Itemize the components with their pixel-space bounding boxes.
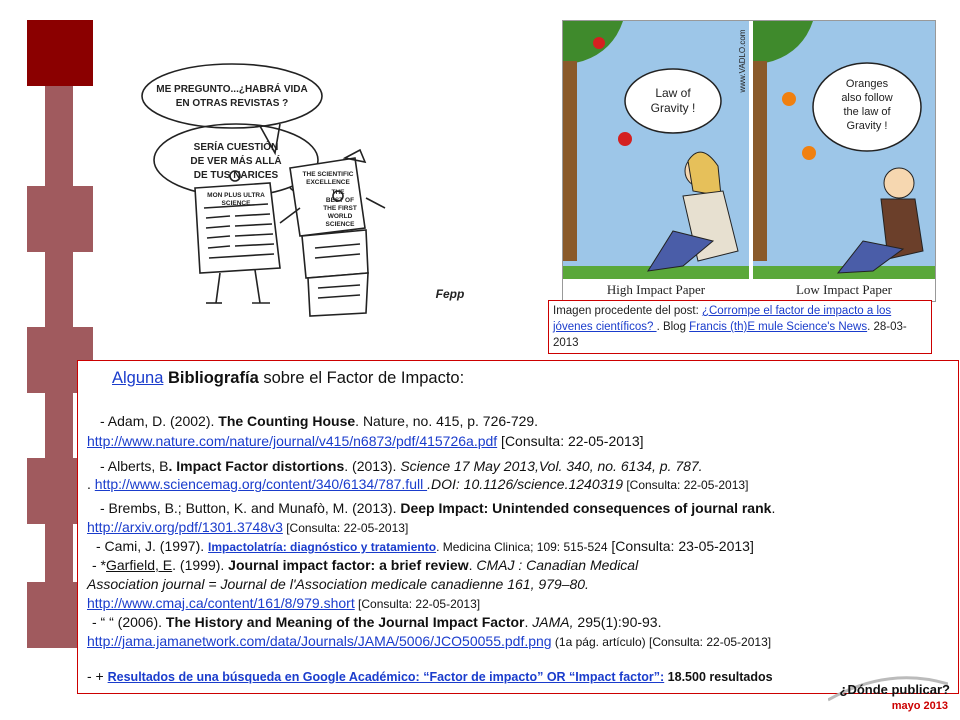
- footer-date: mayo 2013: [891, 700, 948, 712]
- paper2-line6: WORLD: [327, 213, 353, 220]
- paper1-line2: SCIENCE: [221, 200, 251, 207]
- heading-bold: Bibliografía: [167, 369, 259, 387]
- ref-consulta: [Consulta: 23-05-2013]: [607, 538, 754, 554]
- ref-consulta: [Consulta: 22-05-2013]: [497, 433, 644, 449]
- caption-prefix: Imagen procedente del post:: [553, 305, 702, 317]
- ref-text: - Alberts, B: [100, 458, 169, 474]
- ref-text: . (2013).: [344, 458, 401, 474]
- caption-date: . 28-03-2013: [553, 321, 907, 349]
- ref-consulta: [Consulta: 22-05-2013]: [354, 597, 481, 611]
- decor-bar: [45, 86, 73, 186]
- ref-title: The Counting House: [218, 413, 356, 429]
- ref-cami: [96, 538, 754, 554]
- brembs-url[interactable]: http://arxiv.org/pdf/1301.3748v3: [87, 519, 283, 535]
- google-scholar-link[interactable]: Resultados de una búsqueda en Google Académico: “Factor de impacto” OR “Impact factor”:: [107, 670, 665, 684]
- ref-journal: CMAJ : Canadian Medical: [476, 557, 639, 573]
- right-bubble-line3: the law of: [843, 106, 891, 118]
- ref-doi: .DOI: 10.1126/science.1240319: [427, 476, 623, 492]
- right-bubble-line2: also follow: [841, 92, 893, 104]
- bubble2-line2: DE VER MÁS ALLÁ: [190, 156, 282, 167]
- paper2-line7: SCIENCE: [325, 221, 355, 228]
- ref-consulta: [Consulta: 22-05-2013]: [623, 478, 749, 492]
- ref-text: 18.500 resultados: [664, 670, 773, 684]
- ref-text: . Nature, no. 415, p. 726-729.: [355, 413, 539, 429]
- bibliography-heading: [112, 369, 464, 388]
- ref-text: .: [87, 476, 95, 492]
- image-caption: [548, 300, 932, 354]
- ref-note: (1a pág. artículo): [551, 635, 646, 649]
- adam-url[interactable]: http://www.nature.com/nature/journal/v415/n6873/pdf/415726a.pdf: [87, 433, 498, 449]
- right-bubble-line1: Oranges: [845, 78, 889, 90]
- ref-text: 295(1):90-93.: [573, 614, 662, 630]
- heading-rest: sobre el Factor de Impacto:: [258, 369, 465, 387]
- ref-text: - “ “ (2006).: [92, 614, 166, 630]
- ref-adam: [100, 413, 538, 429]
- left-caption: High Impact Paper: [606, 282, 706, 297]
- cartoon-illustration: [140, 58, 485, 328]
- paper2-line5: THE FIRST: [323, 205, 357, 212]
- ref-text: . (1999).: [172, 557, 229, 573]
- ref-text: .: [468, 557, 477, 573]
- decor-square: [27, 186, 93, 252]
- ref-text: . Medicina Clinica; 109: 515-524: [436, 540, 608, 554]
- post-link[interactable]: ¿Corrompe el factor de impacto a los jóvenes científicos?: [553, 305, 892, 333]
- ref-text: - +: [87, 668, 108, 684]
- ref-text: .: [771, 500, 776, 516]
- jama-url[interactable]: http://jama.jamanetwork.com/data/Journals/JAMA/5006/JCO50055.pdf.png: [87, 633, 552, 649]
- paper2-line2: EXCELLENCE: [306, 179, 350, 186]
- speech-bubble: [142, 64, 322, 128]
- paper2-line3: THE: [331, 189, 345, 196]
- gravity-comic-illustration: [562, 20, 936, 302]
- paper2-line4: BEST OF: [325, 197, 355, 204]
- ref-jama-url-line: [87, 633, 771, 649]
- ref-journal: Science 17 May 2013,Vol. 340, no. 6134, p. 787.: [400, 458, 703, 474]
- ref-google: [87, 668, 773, 684]
- decor-bar: [45, 252, 73, 327]
- ref-jama: [92, 614, 661, 630]
- bibliography-box: [77, 360, 959, 694]
- ref-alberts-url-line: [87, 476, 748, 492]
- ref-text: .: [524, 614, 533, 630]
- dark-red-square: [27, 20, 93, 86]
- bubble1-line2: EN OTRAS REVISTAS ?: [175, 98, 289, 109]
- heading-link[interactable]: Alguna: [112, 369, 164, 387]
- ref-garfield-url-line: [87, 595, 480, 611]
- blog-link[interactable]: Francis (th)E mule Science's News: [689, 321, 868, 333]
- footer-question: ¿Dónde publicar?: [839, 682, 950, 697]
- ref-text: - Cami, J. (1997).: [96, 538, 209, 554]
- ref-title: . Impact Factor distortions: [168, 458, 345, 474]
- left-bubble-line1: Law of: [655, 86, 691, 100]
- garfield-url[interactable]: http://www.cmaj.ca/content/161/8/979.short: [87, 595, 355, 611]
- decor-bar: [45, 524, 73, 582]
- ref-title: Journal impact factor: a brief review: [228, 557, 469, 573]
- left-bubble-line2: Gravity !: [650, 101, 696, 115]
- ref-title: Deep Impact: Unintended consequences of journal rank: [400, 500, 772, 516]
- caption-middle: . Blog: [656, 321, 690, 333]
- right-bubble-line4: Gravity !: [846, 120, 888, 132]
- ref-journal: Association journal = Journal de l'Association medicale canadienne 161, 979–80.: [87, 576, 589, 592]
- ref-text: - Brembs, B.; Button, K. and Munafò, M. (2013).: [100, 500, 401, 516]
- garfield-link[interactable]: Garfield, E: [106, 557, 173, 573]
- ref-consulta: [Consulta: 22-05-2013]: [645, 635, 772, 649]
- ref-text: - Adam, D. (2002).: [100, 413, 219, 429]
- ref-alberts: [100, 458, 703, 474]
- ref-brembs-url-line: [87, 519, 408, 535]
- decor-bar: [45, 393, 73, 458]
- bubble2-line3: DE TUS NARICES: [193, 170, 279, 181]
- ref-consulta: [Consulta: 22-05-2013]: [282, 521, 409, 535]
- ref-title: The History and Meaning of the Journal Impact Factor: [165, 614, 525, 630]
- paper1-line1: MON PLUS ULTRA: [207, 192, 265, 199]
- ref-text: - *: [92, 557, 106, 573]
- ref-journal: JAMA,: [532, 614, 574, 630]
- bubble1-line1: ME PREGUNTO...¿HABRÁ VIDA: [156, 84, 308, 95]
- cami-link[interactable]: Impactolatría: diagnóstico y tratamiento: [208, 540, 437, 554]
- ref-adam-url-line: [87, 433, 644, 449]
- paper2-line1: THE SCIENTIFIC: [302, 171, 354, 178]
- bubble2-line1: SERÍA CUESTIÓN: [193, 142, 279, 153]
- right-caption: Low Impact Paper: [795, 282, 893, 297]
- ref-brembs: [100, 500, 775, 516]
- watermark: www.VADLO.com: [738, 29, 747, 93]
- alberts-url[interactable]: http://www.sciencemag.org/content/340/6134/787.full: [94, 476, 428, 492]
- ref-garfield: [92, 557, 638, 573]
- ref-garfield-journal-line: [87, 576, 589, 592]
- cartoon-signature: Fepp: [435, 287, 465, 301]
